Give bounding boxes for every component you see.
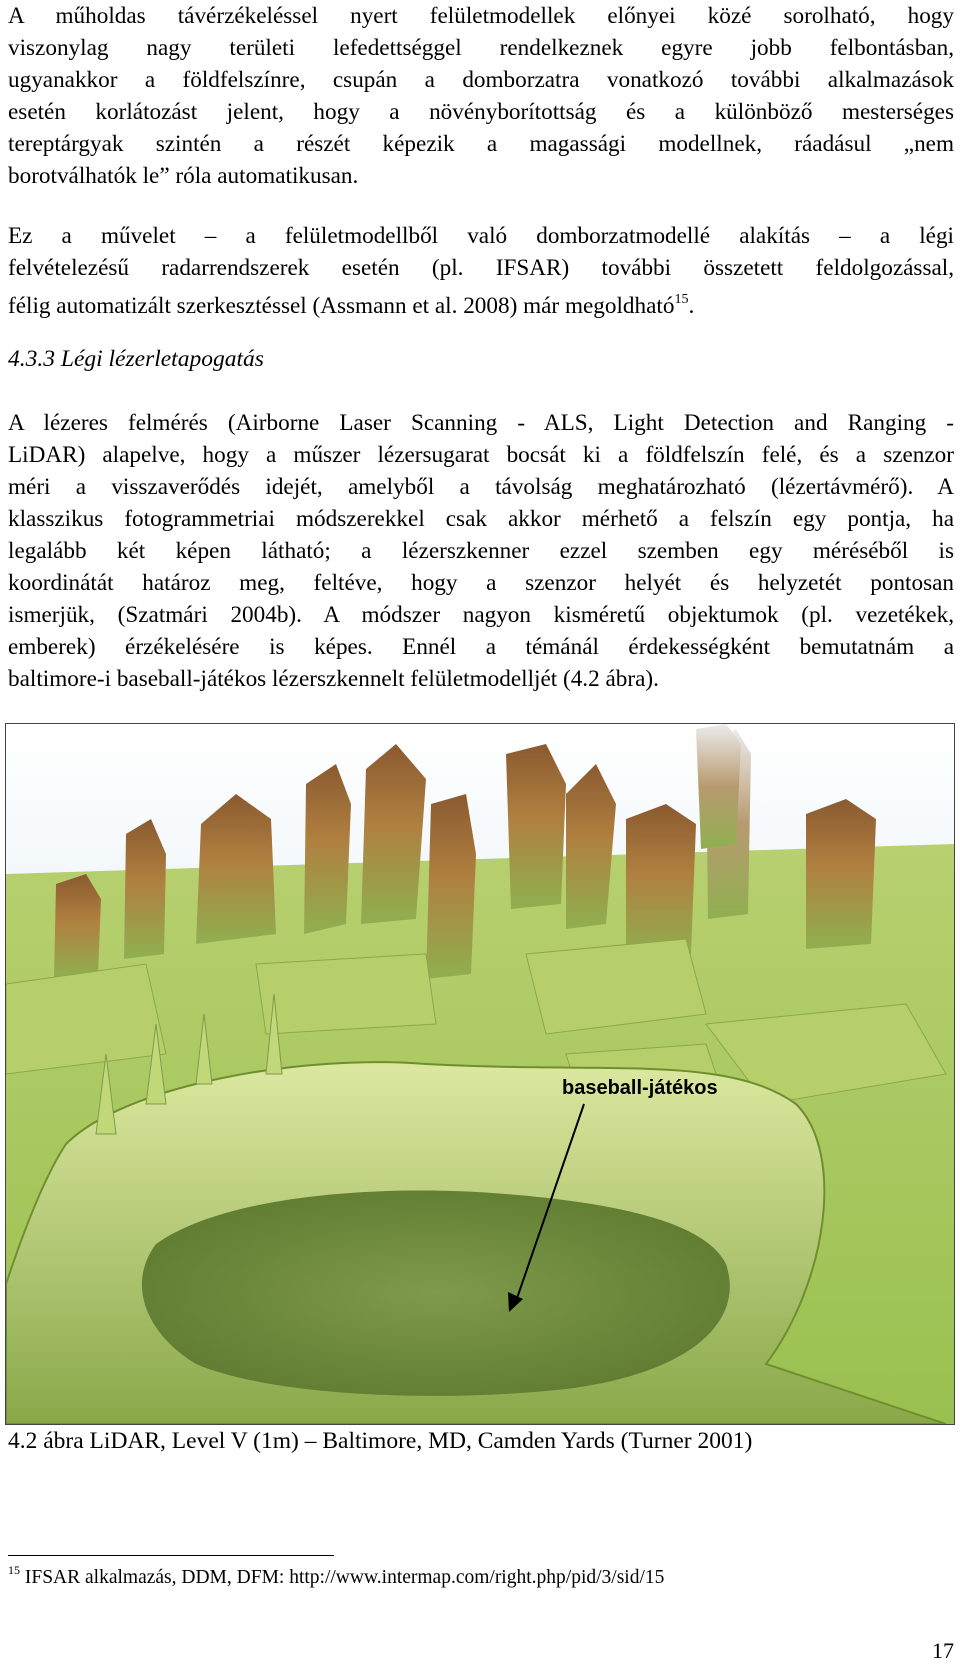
text-line: emberek) érzékelésére is képes. Ennél a témánál érdekességként bemutatnám a [8, 634, 954, 660]
text-line: baltimore-i baseball-játékos lézerszkennelt felületmodelljét (4.2 ábra). [8, 666, 659, 692]
text-line: felvételezésű radarrendszerek esetén (pl. IFSAR) további összetett feldolgozással, [8, 255, 954, 281]
text-line: méri a visszaverődés idejét, amelyből a távolság meghatározható (lézertávmérő). A [8, 474, 954, 500]
lidar-3d-render [6, 724, 954, 1424]
text-line: Ez a művelet – a felületmodellből való domborzatmodellé alakítás – a légi [8, 223, 954, 249]
text-line [8, 284, 954, 322]
footnote-reference[interactable]: 15 [674, 292, 689, 307]
text-line: ismerjük, (Szatmári 2004b). A módszer nagyon kisméretű objektumok (pl. vezetékek, [8, 602, 954, 628]
text-line: legalább két képen látható; a lézerszkenner ezzel szemben egy méréséből is [8, 538, 954, 564]
text-line: borotválhatók le” róla automatikusan. [8, 163, 359, 189]
text-line-content: félig automatizált szerkesztéssel (Assmann et al. 2008) már megoldható [8, 293, 675, 319]
text-line: koordinátát határoz meg, feltéve, hogy a szenzor helyét és helyzetét pontosan [8, 570, 954, 596]
figure-caption: 4.2 ábra LiDAR, Level V (1m) – Baltimore, MD, Camden Yards (Turner 2001) [8, 1428, 753, 1454]
sentence-end: . [688, 293, 695, 319]
text-line: ugyanakkor a földfelszínre, csupán a domborzatra vonatkozó további alkalmazások [8, 67, 954, 93]
footnote-separator [8, 1555, 334, 1556]
text-line: A műholdas távérzékeléssel nyert felületmodellek előnyei közé sorolható, hogy [8, 3, 954, 29]
text-line: esetén korlátozást jelent, hogy a növényborítottság és a különböző mesterséges [8, 99, 954, 125]
text-line: viszonylag nagy területi lefedettséggel rendelkeznek egyre jobb felbontásban, [8, 35, 954, 61]
paragraph-dsm-to-dem [8, 220, 954, 322]
page-number: 17 [932, 1638, 954, 1663]
footnote [8, 1563, 664, 1589]
footnote-text[interactable]: IFSAR alkalmazás, DDM, DFM: http://www.intermap.com/right.php/pid/3/sid/15 [24, 1567, 665, 1588]
baseball-field [142, 1191, 730, 1396]
text-line: LiDAR) alapelve, hogy a műszer lézersugarat bocsát ki a földfelszín felé, és a szenzor [8, 442, 954, 468]
text-line: A lézeres felmérés (Airborne Laser Scanning - ALS, Light Detection and Ranging - [8, 410, 954, 436]
lidar-surface-model-figure [5, 723, 955, 1425]
figure-label: baseball-játékos [562, 1077, 718, 1099]
text-line: klasszikus fotogrammetriai módszerekkel csak akkor mérhető a felszín egy pontja, ha [8, 506, 954, 532]
paragraph-lidar [8, 407, 954, 695]
paragraph-satellite-surface-models [8, 0, 954, 192]
section-heading: 4.3.3 Légi lézerletapogatás [8, 346, 264, 372]
text-line: tereptárgyak szintén a részét képezik a magassági modellnek, ráadásul „nem [8, 131, 954, 157]
footnote-number: 15 [8, 1563, 20, 1577]
